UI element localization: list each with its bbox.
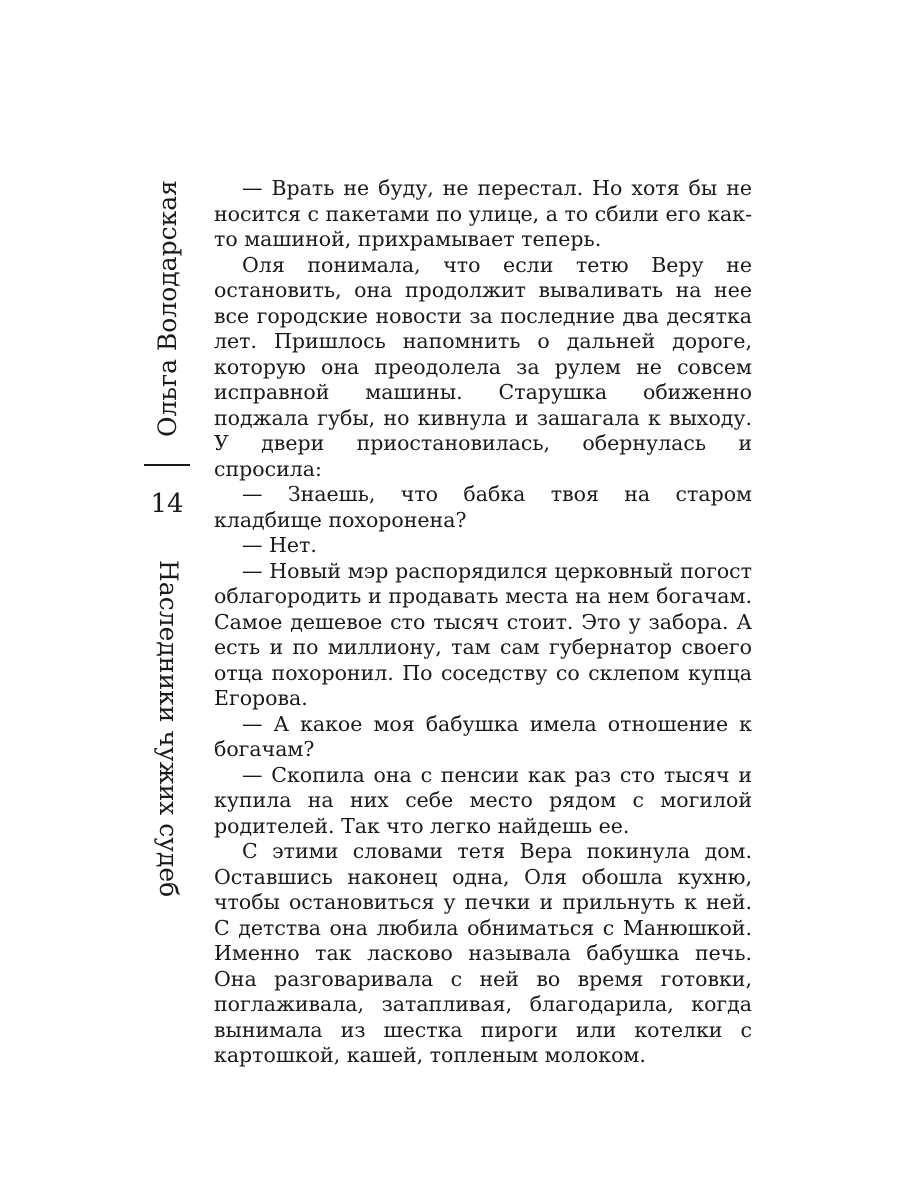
paragraph: Оля понимала, что если тетю Веру не остановить, она продолжит вываливать на нее все городские новости за последние два десятка лет. Пришлось напомнить о дальней дороге, которую она преодолела за рулем не совсем исправной машины. Старушка обиженно поджала губы, но кивнула и зашагала к выходу. У двери приостановилась, обернулась и спросила:	[214, 252, 752, 481]
running-head-divider	[144, 464, 190, 466]
paragraph: — А какое моя бабушка имела отношение к богачам?	[214, 711, 752, 761]
paragraph: — Скопила она с пенсии как раз сто тысяч и купила на них себе место рядом с могилой родителей. Так что легко найдешь ее.	[214, 762, 752, 838]
page-number: 14	[150, 489, 184, 519]
running-head-book-title: Наследники чужих судеб	[154, 560, 183, 898]
paragraph: С этими словами тетя Вера покинула дом. Оставшись наконец одна, Оля обошла кухню, чтобы остановиться у печки и прильнуть к ней. С детства она любила обниматься с Манюшкой. Именно так ласково называла бабушка печь. Она разговаривала с ней во время готовки, поглаживала, затапливая, благодарила, когда вынимала из шестка пироги или котелки с картошкой, кашей, топленым молоком.	[214, 839, 752, 1067]
running-head-author: Ольга Володарская	[153, 180, 182, 437]
body-text	[214, 176, 752, 1069]
paragraph: — Врать не буду, не перестал. Но хотя бы не носится с пакетами по улице, а то сбили его как-то машиной, прихрамывает теперь.	[214, 176, 752, 251]
paragraph: — Новый мэр распорядился церковный погост облагородить и продавать места на нем богачам. Самое дешевое сто тысяч стоит. Это у забора. А есть и по миллиону, там сам губернатор своего отца похоронил. По соседству со склепом купца Егорова.	[214, 558, 752, 710]
paragraph: — Знаешь, что бабка твоя на старом кладбище похоронена?	[214, 482, 752, 532]
paragraph: — Нет.	[242, 533, 317, 557]
